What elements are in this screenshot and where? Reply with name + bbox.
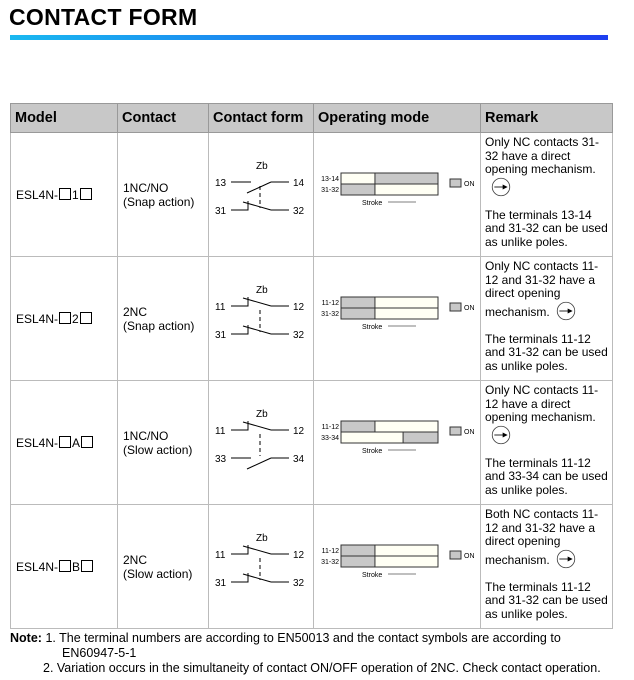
legend-on-swatch: [450, 179, 461, 187]
bar-label: 31-32: [321, 310, 339, 318]
legend-on-label: ON: [464, 304, 475, 312]
remark-unlike-poles: The terminals 11-12 and 31-32 can be used as unlike poles.: [485, 331, 608, 373]
terminal-right: 32: [293, 205, 305, 217]
model-cell: [11, 505, 118, 629]
page-title: CONTACT FORM: [9, 4, 198, 30]
placeholder-box: [59, 560, 71, 572]
terminal-left: 11: [215, 425, 226, 437]
bar-label: 11-12: [321, 547, 339, 555]
contact-cell: [118, 505, 209, 629]
bar-on-segment: [375, 173, 438, 184]
table-row: [11, 505, 613, 629]
remark-cell: [481, 257, 613, 381]
bar-on-segment: [341, 297, 375, 308]
remark-direct-opening: [485, 260, 608, 321]
table-row: [11, 257, 613, 381]
placeholder-box: [80, 188, 92, 200]
legend-on-label: ON: [464, 552, 475, 560]
direct-opening-icon: [491, 425, 511, 445]
title-underline: [10, 35, 608, 40]
model-code: A: [72, 435, 81, 450]
table-header: [11, 104, 613, 133]
bar-on-segment: [403, 432, 438, 443]
actuator-label: Zb: [256, 160, 268, 172]
model-code: 1: [72, 187, 79, 202]
operating-mode-chart: [314, 136, 481, 254]
legend-on-swatch: [450, 551, 461, 559]
bar-label: 31-32: [321, 186, 339, 194]
model-cell: [11, 133, 118, 257]
contact-form-cell: [209, 505, 314, 629]
stroke-label: Stroke: [362, 323, 383, 331]
terminal-right: 12: [293, 425, 305, 437]
table-row: [11, 381, 613, 505]
operating-mode-cell: [314, 257, 481, 381]
remark-direct-opening-text: Only NC contacts 11-12 and 31-32 have a direct opening mechanism.: [485, 259, 599, 319]
terminal-right: 32: [293, 577, 305, 589]
remark-direct-opening: [485, 384, 608, 445]
header-contact: Contact: [118, 104, 209, 133]
nc-contact-blade: [243, 326, 271, 334]
nc-contact-blade: [243, 546, 271, 554]
contact-type: 2NC: [123, 304, 148, 319]
note-2: 2. Variation occurs in the simultaneity of contact ON/OFF operation of 2NC. Check contact operation.: [43, 661, 601, 675]
operating-mode-chart: [314, 384, 481, 502]
contact-action: (Snap action): [123, 194, 195, 209]
nc-contact-blade: [243, 202, 271, 210]
no-contact-blade: [247, 458, 271, 469]
contact-cell: [118, 381, 209, 505]
remark-direct-opening: [485, 136, 608, 197]
placeholder-box: [59, 436, 71, 448]
terminal-right: 12: [293, 301, 305, 313]
contact-symbol: [209, 260, 314, 378]
legend-on-swatch: [450, 303, 461, 311]
contact-type: 2NC: [123, 552, 148, 567]
contact-symbol: [209, 384, 314, 502]
remark-cell: [481, 505, 613, 629]
note-1-cont: EN60947-5-1: [62, 646, 137, 660]
bar-on-segment: [341, 545, 375, 556]
actuator-label: Zb: [256, 408, 268, 420]
operating-mode-chart: [314, 508, 481, 626]
content: [10, 103, 622, 676]
model-code: 2: [72, 311, 79, 326]
terminal-right: 34: [293, 453, 305, 465]
terminal-left: 13: [215, 177, 227, 189]
actuator-label: Zb: [256, 532, 268, 544]
contact-form-table: [10, 103, 613, 629]
bar-label: 13-14: [321, 175, 339, 183]
bar-on-segment: [341, 556, 375, 567]
bar-label: 33-34: [321, 434, 339, 442]
header-contact-form: Contact form: [209, 104, 314, 133]
legend-on-label: ON: [464, 428, 475, 436]
terminal-right: 12: [293, 549, 305, 561]
terminal-left: 31: [215, 205, 227, 217]
stroke-label: Stroke: [362, 199, 383, 207]
contact-symbol: [209, 508, 314, 626]
header-operating-mode: Operating mode: [314, 104, 481, 133]
contact-form-cell: [209, 133, 314, 257]
model-prefix: ESL4N-: [16, 187, 59, 202]
contact-action: (Slow action): [123, 566, 193, 581]
model-cell: [11, 257, 118, 381]
stroke-label: Stroke: [362, 447, 383, 455]
operating-mode-cell: [314, 381, 481, 505]
contact-cell: [118, 257, 209, 381]
direct-opening-icon: [556, 301, 576, 321]
terminal-left: 33: [215, 453, 227, 465]
nc-contact-blade: [243, 298, 271, 306]
model-prefix: ESL4N-: [16, 559, 59, 574]
terminal-left: 31: [215, 577, 227, 589]
table-row: [11, 133, 613, 257]
direct-opening-icon: [556, 549, 576, 569]
stroke-label: Stroke: [362, 571, 383, 579]
model-prefix: ESL4N-: [16, 435, 59, 450]
remark-direct-opening-text: Both NC contacts 11-12 and 31-32 have a direct opening mechanism.: [485, 507, 599, 567]
operating-mode-cell: [314, 133, 481, 257]
model-prefix: ESL4N-: [16, 311, 59, 326]
contact-action: (Slow action): [123, 442, 193, 457]
note-label: Note:: [10, 631, 42, 645]
placeholder-box: [80, 312, 92, 324]
bar-on-segment: [341, 184, 375, 195]
remark-direct-opening: [485, 508, 608, 569]
placeholder-box: [81, 560, 93, 572]
remark-unlike-poles: The terminals 11-12 and 33-34 can be used as unlike poles.: [485, 455, 608, 497]
legend-on-swatch: [450, 427, 461, 435]
terminal-left: 11: [215, 301, 226, 313]
direct-opening-icon: [491, 177, 511, 197]
model-cell: [11, 381, 118, 505]
terminal-left: 11: [215, 549, 226, 561]
terminal-left: 31: [215, 329, 227, 341]
placeholder-box: [81, 436, 93, 448]
terminal-right: 14: [293, 177, 305, 189]
note-1: 1. The terminal numbers are according to EN50013 and the contact symbols are according to: [45, 631, 561, 645]
operating-mode-chart: [314, 260, 481, 378]
contact-symbol: [209, 136, 314, 254]
contact-action: (Snap action): [123, 318, 195, 333]
bar-label: 11-12: [321, 423, 339, 431]
remark-cell: [481, 381, 613, 505]
remark-direct-opening-text: Only NC contacts 11-12 have a direct opening mechanism.: [485, 383, 599, 424]
placeholder-box: [59, 188, 71, 200]
no-contact-blade: [247, 182, 271, 193]
model-code: B: [72, 559, 81, 574]
remark-cell: [481, 133, 613, 257]
bar-label: 11-12: [321, 299, 339, 307]
actuator-label: Zb: [256, 284, 268, 296]
operating-mode-cell: [314, 505, 481, 629]
bar-on-segment: [341, 308, 375, 319]
notes: [10, 631, 622, 676]
contact-form-cell: [209, 257, 314, 381]
legend-on-label: ON: [464, 180, 475, 188]
nc-contact-blade: [243, 422, 271, 430]
header-model: Model: [11, 104, 118, 133]
placeholder-box: [59, 312, 71, 324]
contact-cell: [118, 133, 209, 257]
bar-on-segment: [341, 421, 375, 432]
remark-unlike-poles: The terminals 11-12 and 31-32 can be used as unlike poles.: [485, 579, 608, 621]
contact-form-cell: [209, 381, 314, 505]
nc-contact-blade: [243, 574, 271, 582]
terminal-right: 32: [293, 329, 305, 341]
contact-type: 1NC/NO: [123, 428, 169, 443]
bar-label: 31-32: [321, 558, 339, 566]
header-remark: Remark: [481, 104, 613, 133]
contact-type: 1NC/NO: [123, 180, 169, 195]
remark-direct-opening-text: Only NC contacts 31-32 have a direct opening mechanism.: [485, 135, 600, 176]
remark-unlike-poles: The terminals 13-14 and 31-32 can be used as unlike poles.: [485, 207, 608, 249]
